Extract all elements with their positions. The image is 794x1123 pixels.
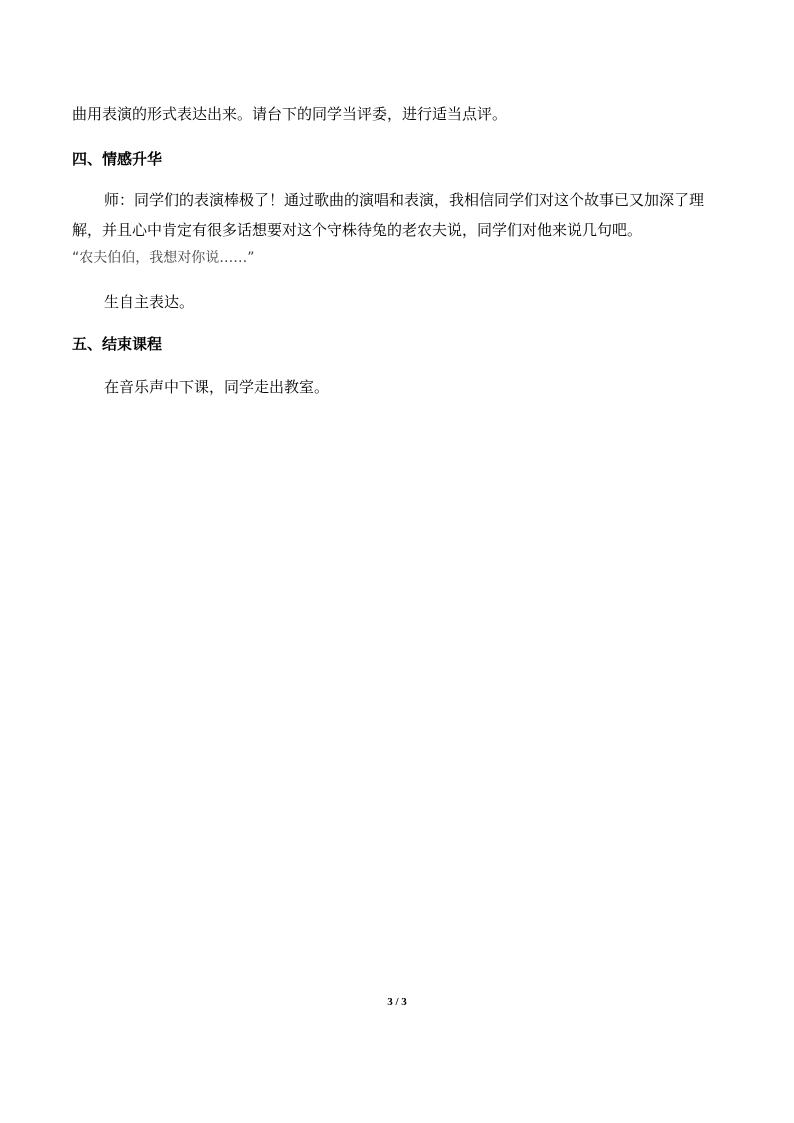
- section-heading-4: 四、情感升华: [72, 150, 163, 168]
- paragraph-student-expression: 生自主表达。: [104, 293, 195, 311]
- section-heading-5: 五、结束课程: [72, 335, 163, 353]
- paragraph-continuation: 曲用表演的形式表达出来。请台下的同学当评委，进行适当点评。: [72, 105, 508, 123]
- paragraph-class-end: 在音乐声中下课，同学走出教室。: [104, 378, 330, 396]
- paragraph-teacher-remark: 师：同学们的表演棒极了！通过歌曲的演唱和表演，我相信同学们对这个故事已又加深了理解，并且心中肯定有很多话想要对这个守株待兔的老农夫说，同学们对他来说几句吧。: [72, 191, 705, 239]
- quote-line: “农夫伯伯，我想对你说……”: [72, 250, 255, 266]
- page-number: 3 / 3: [387, 996, 407, 1008]
